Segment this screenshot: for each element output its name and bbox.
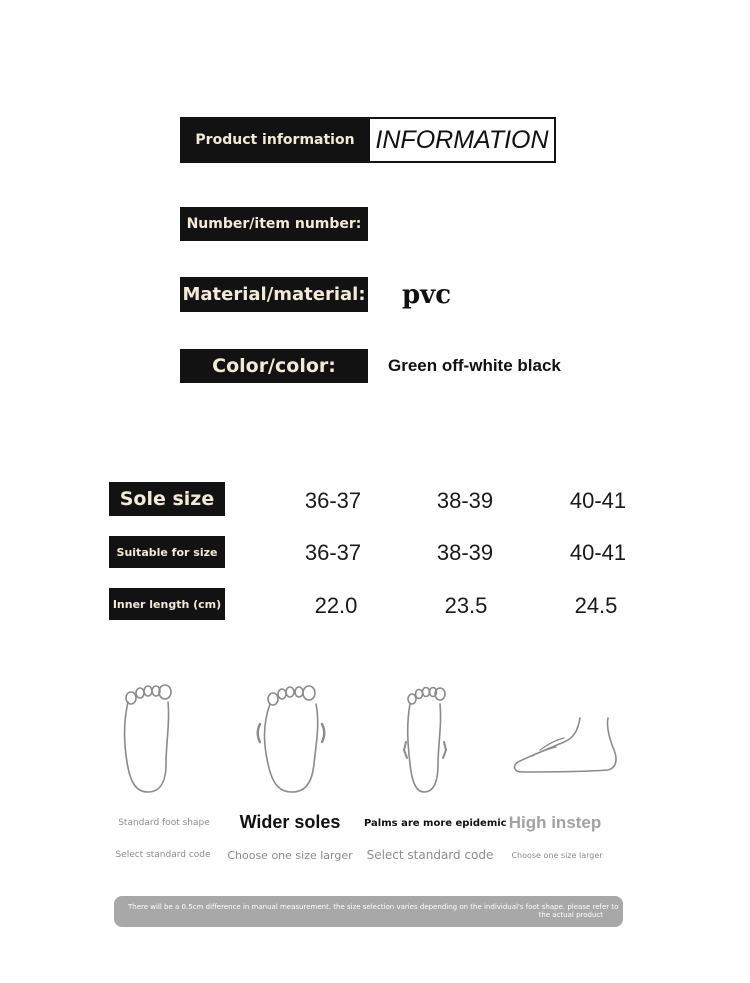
information-title: INFORMATION <box>368 117 556 163</box>
sole-size-value: 38-39 <box>436 488 494 513</box>
thin-foot-icon <box>400 686 450 796</box>
inner-length-value: 24.5 <box>574 593 618 618</box>
item-number-label: Number/item number: <box>180 207 368 241</box>
note-line-1: There will be a 0.5cm difference in manual measurement. the size selection varies depending on the individual's foot shape. please refer to <box>128 903 618 911</box>
standard-foot-advice: Select standard code <box>115 850 211 860</box>
note-line-2: the actual product <box>538 911 603 919</box>
suitable-size-value: 40-41 <box>569 540 627 565</box>
palms-title: Palms are more epidemic <box>364 818 507 829</box>
material-label: Material/material: <box>180 277 368 312</box>
measurement-note <box>114 896 623 927</box>
sole-size-value: 36-37 <box>304 488 362 513</box>
material-value: pvc <box>402 280 452 310</box>
color-value: Green off-white black <box>388 356 561 375</box>
standard-foot-title: Standard foot shape <box>118 818 210 828</box>
suitable-size-value: 38-39 <box>436 540 494 565</box>
palms-advice: Select standard code <box>366 848 494 862</box>
product-info-label: Product information <box>180 117 370 163</box>
high-instep-foot-icon <box>510 712 618 778</box>
suitable-size-value: 36-37 <box>304 540 362 565</box>
inner-length-value: 22.0 <box>314 593 358 618</box>
inner-length-label: Inner length (cm) <box>109 588 225 620</box>
suitable-size-label: Suitable for size <box>109 536 225 568</box>
wider-soles-advice: Choose one size larger <box>227 849 353 862</box>
sole-size-label: Sole size <box>109 482 225 516</box>
wider-soles-title: Wider soles <box>239 812 341 832</box>
wide-foot-icon <box>256 684 328 796</box>
inner-length-value: 23.5 <box>444 593 488 618</box>
sole-size-value: 40-41 <box>569 488 627 513</box>
high-instep-title: High instep <box>508 813 602 832</box>
standard-foot-icon <box>118 684 178 796</box>
high-instep-advice: Choose one size larger <box>511 851 603 860</box>
color-label: Color/color: <box>180 349 368 383</box>
